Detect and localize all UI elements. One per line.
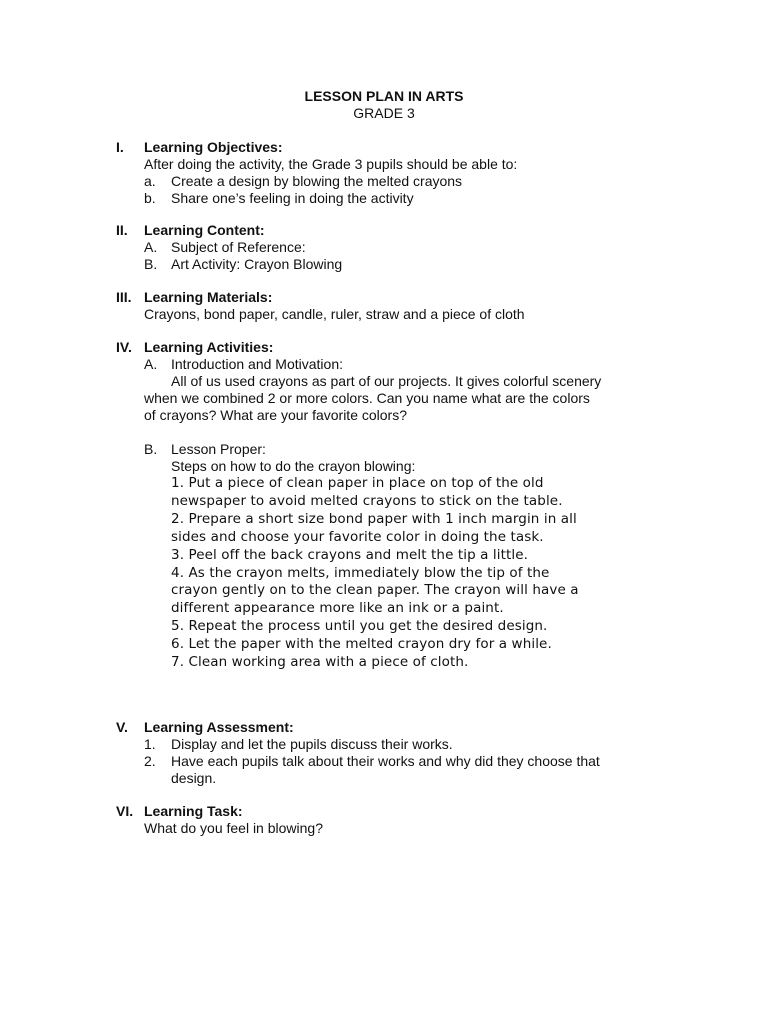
section-intro: After doing the activity, the Grade 3 pupils should be able to:: [144, 156, 518, 172]
section-heading: [116, 719, 656, 736]
list-item: [144, 173, 656, 190]
step-line: 3. Peel off the back crayons and melt the tip a little.: [171, 546, 529, 563]
list-item-text: Share one’s feeling in doing the activity: [171, 190, 414, 206]
section-numeral: I.: [116, 139, 124, 155]
section-learning-activities: [116, 339, 656, 672]
paragraph-line: All of us used crayons as part of our projects. It gives colorful scenery: [171, 373, 602, 389]
subsection-title: Introduction and Motivation:: [171, 356, 343, 372]
list-item-text: Have each pupils talk about their works and why did they choose that design.: [171, 753, 600, 786]
section-learning-assessment: [116, 719, 656, 787]
step-line: 5. Repeat the process until you get the desired design.: [171, 618, 548, 635]
step-line: different appearance more like an ink or a paint.: [171, 600, 504, 617]
list-item: [144, 239, 656, 256]
section-heading: [116, 139, 656, 156]
step-line: crayon gently on to the clean paper. The crayon will have a: [171, 582, 579, 599]
section-learning-objectives: [116, 139, 656, 207]
section-title: Learning Objectives:: [144, 139, 283, 155]
paragraph-line: when we combined 2 or more colors. Can you name what are the colors: [144, 390, 590, 406]
subsection-heading: [144, 441, 656, 458]
section-learning-content: [116, 222, 656, 273]
section-body: [144, 356, 656, 672]
list-item-text: Art Activity: Crayon Blowing: [171, 256, 343, 272]
section-heading: [116, 803, 656, 820]
section-heading: [116, 339, 656, 356]
subsection-heading: [144, 356, 656, 373]
section-numeral: V.: [116, 719, 128, 735]
list-marker: 1.: [144, 736, 156, 752]
document-title: LESSON PLAN IN ARTS: [304, 88, 464, 104]
section-body: Crayons, bond paper, candle, ruler, straw and a piece of cloth: [144, 306, 525, 322]
section-body: [144, 239, 656, 273]
list-item: [144, 190, 656, 207]
list-marker: A.: [144, 356, 158, 372]
section-numeral: VI.: [116, 803, 134, 819]
motivation-paragraph: [144, 373, 656, 424]
section-body: What do you feel in blowing?: [144, 820, 323, 836]
section-learning-task: [116, 803, 656, 837]
section-heading: [116, 222, 656, 239]
step-line: 4. As the crayon melts, immediately blow the tip of the: [171, 564, 550, 581]
list-marker: B.: [144, 441, 158, 457]
step-line: 7. Clean working area with a piece of cloth.: [171, 654, 469, 671]
list-item-text: Display and let the pupils discuss their works.: [171, 736, 453, 752]
section-title: Learning Content:: [144, 222, 265, 238]
section-body: [144, 156, 656, 207]
subsection-title: Lesson Proper:: [171, 441, 266, 457]
steps-list: [171, 475, 656, 672]
step-line: 2. Prepare a short size bond paper with 1 inch margin in all: [171, 510, 577, 527]
section-heading: [116, 289, 656, 306]
section-numeral: IV.: [116, 339, 132, 355]
list-item: [144, 256, 656, 273]
section-numeral: II.: [116, 222, 128, 238]
step-line: 6. Let the paper with the melted crayon dry for a while.: [171, 636, 552, 653]
section-title: Learning Activities:: [144, 339, 274, 355]
step-line: newspaper to avoid melted crayons to stick on the table.: [171, 492, 563, 509]
paragraph-line: of crayons? What are your favorite colors?: [144, 407, 408, 423]
section-title: Learning Task:: [144, 803, 243, 819]
list-marker: B.: [144, 256, 158, 272]
section-body: [144, 736, 644, 787]
step-line: sides and choose your favorite color in doing the task.: [171, 528, 544, 545]
step-line: 1. Put a piece of clean paper in place on top of the old: [171, 475, 544, 491]
document-subtitle: GRADE 3: [353, 105, 415, 121]
list-marker: 2.: [144, 753, 156, 769]
section-numeral: III.: [116, 289, 132, 305]
list-item-text: Create a design by blowing the melted crayons: [171, 173, 463, 189]
list-marker: a.: [144, 173, 156, 189]
section-learning-materials: [116, 289, 656, 323]
section-title: Learning Assessment:: [144, 719, 294, 735]
list-marker: A.: [144, 239, 158, 255]
list-item: [144, 753, 644, 787]
list-item-text: Subject of Reference:: [171, 239, 306, 255]
section-title: Learning Materials:: [144, 289, 273, 305]
list-marker: b.: [144, 190, 156, 206]
steps-intro: Steps on how to do the crayon blowing:: [171, 458, 416, 474]
list-item: [144, 736, 644, 753]
